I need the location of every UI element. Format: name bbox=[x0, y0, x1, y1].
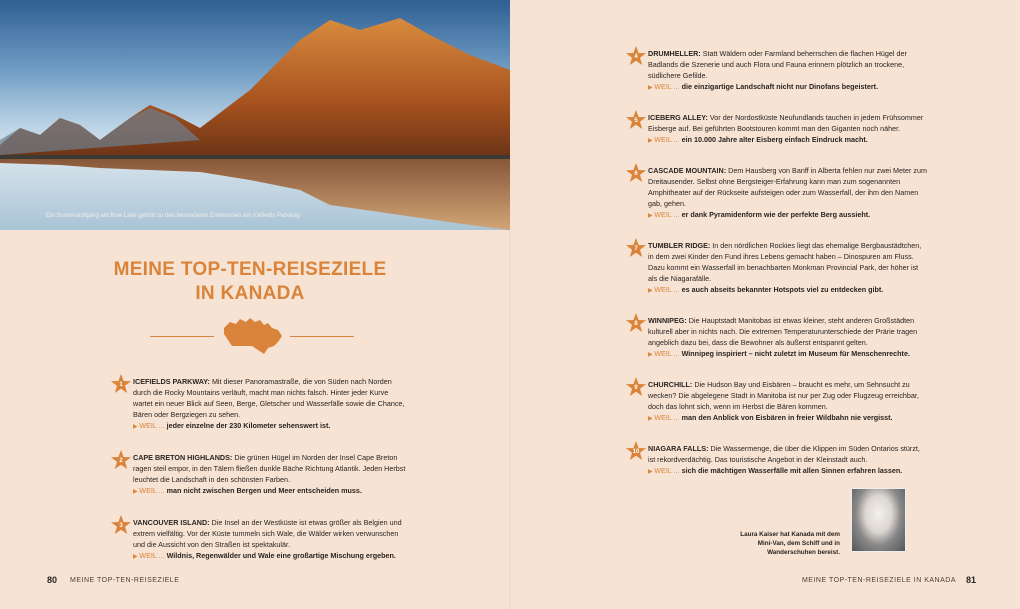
item-text: Die grünen Hügel im Norden der Insel Cape Breton ragen steil empor, in den Tälern fließen dunkle Bäche Richtung Atlantik. Jeden Herbst leuchtet die Landschaft in den schönsten Farben. bbox=[133, 453, 406, 484]
item-name: TUMBLER RIDGE: bbox=[648, 241, 711, 250]
divider-left bbox=[150, 336, 214, 337]
photo-caption: Ein Sonnenaufgang am Bow Lake gehört zu den besonderen Erlebnissen am Icefields Parkway. bbox=[46, 213, 302, 219]
weil-line bbox=[648, 412, 928, 425]
list-item bbox=[634, 379, 928, 425]
weil-line bbox=[133, 420, 408, 433]
list-item bbox=[119, 517, 408, 563]
weil-text: man nicht zwischen Bergen und Meer entscheiden muss. bbox=[166, 486, 362, 495]
item-name: ICEFIELDS PARKWAY: bbox=[133, 377, 210, 386]
arrow-icon: ▶ bbox=[648, 138, 655, 144]
arrow-icon: ▶ bbox=[648, 85, 655, 91]
item-text: Die Hauptstadt Manitobas ist etwas kleiner, steht anderen Großstädten kulturell aber in nichts nach. Die extremen Temperaturunterschiede der Prärie tragen angeblich dazu bei, dass die Bewohner als äußerst entspannt gelten. bbox=[648, 316, 918, 347]
weil-label: WEIL ... bbox=[654, 285, 680, 294]
arrow-icon: ▶ bbox=[648, 352, 655, 358]
item-text: Die Insel an der Westküste ist etwas größer als Belgien und extrem vielfältig. Vor der Küste tummeln sich Wale, die Wälder wirken verwunschen und die Aussicht von den Straßen ist spektakulär. bbox=[133, 518, 402, 549]
item-number: 7 bbox=[634, 246, 638, 252]
item-number: 9 bbox=[634, 385, 638, 391]
item-number: 8 bbox=[634, 321, 638, 327]
weil-text: Winnipeg inspiriert – nicht zuletzt im Museum für Menschenrechte. bbox=[681, 349, 910, 358]
item-name: CASCADE MOUNTAIN: bbox=[648, 166, 727, 175]
item-name: CAPE BRETON HIGHLANDS: bbox=[133, 453, 233, 462]
item-name: ICEBERG ALLEY: bbox=[648, 113, 708, 122]
weil-line bbox=[648, 81, 928, 94]
arrow-icon: ▶ bbox=[648, 288, 655, 294]
list-column-left bbox=[119, 376, 408, 582]
item-text: Dem Hausberg von Banff in Alberta fehlen nur zwei Meter zum Dreitausender. Selbst ohne Bergsteiger-Erfahrung kann man zum sogenannten Amphitheater auf der Rückseite aufsteigen oder zum Wasserfall, der ihm den Namen gab, gehen. bbox=[648, 166, 927, 208]
item-text: Statt Wäldern oder Farmland beherrschen die flachen Hügel der Badlands die Szenerie und auch Flora und Fauna erinnern plötzlich an trockene, südlichere Gefilde. bbox=[648, 49, 907, 80]
weil-label: WEIL ... bbox=[654, 135, 680, 144]
item-name: VANCOUVER ISLAND: bbox=[133, 518, 210, 527]
weil-label: WEIL ... bbox=[139, 551, 165, 560]
weil-label: WEIL ... bbox=[654, 413, 680, 422]
item-name: WINNIPEG: bbox=[648, 316, 687, 325]
weil-text: ein 10.000 Jahre alter Eisberg einfach Eindruck macht. bbox=[681, 135, 868, 144]
item-text: Mit dieser Panoramastraße, die von Süden nach Norden durch die Rocky Mountains verläuft, macht man nichts falsch. Hinter jeder Kurve wartet ein neuer Blick auf Seen, Berge, Gletscher und Wasserfälle sowie die Chance, Bären oder Bergziegen zu sehen. bbox=[133, 377, 405, 419]
weil-label: WEIL ... bbox=[139, 421, 165, 430]
weil-line bbox=[648, 209, 928, 222]
item-number: 4 bbox=[634, 54, 638, 60]
list-item bbox=[119, 376, 408, 433]
list-item bbox=[119, 452, 408, 498]
arrow-icon: ▶ bbox=[133, 424, 140, 430]
folio-right: MEINE TOP-TEN-REISEZIELE IN KANADA bbox=[801, 577, 956, 584]
weil-label: WEIL ... bbox=[654, 82, 680, 91]
list-item bbox=[634, 240, 928, 297]
title-line-2: IN KANADA bbox=[195, 283, 305, 304]
list-item bbox=[634, 48, 928, 94]
weil-label: WEIL ... bbox=[654, 349, 680, 358]
item-number: 1 bbox=[119, 382, 123, 388]
weil-line bbox=[648, 284, 928, 297]
weil-line bbox=[133, 485, 408, 498]
page-title bbox=[50, 258, 450, 306]
item-text: In den nördlichen Rockies liegt das ehemalige Bergbaustädtchen, in dem zwei Kinder den Fund ihres Lebens gemacht haben – Dinospuren am Fluss. Dazu kommt ein Wasserfall im benachbarten Monkman Provincial Park, der höher ist als die Niagarafälle. bbox=[648, 241, 922, 283]
weil-label: WEIL ... bbox=[654, 210, 680, 219]
page-number-left: 80 bbox=[47, 575, 58, 585]
bow-lake-photo bbox=[0, 0, 510, 230]
item-name: DRUMHELLER: bbox=[648, 49, 701, 58]
item-number: 5 bbox=[634, 118, 638, 124]
weil-text: er dank Pyramidenform wie der perfekte Berg aussieht. bbox=[681, 210, 871, 219]
list-item bbox=[634, 315, 928, 361]
title-line-1: MEINE TOP-TEN-REISEZIELE bbox=[113, 259, 387, 280]
arrow-icon: ▶ bbox=[133, 554, 140, 560]
canada-map-icon bbox=[222, 316, 284, 358]
weil-text: man den Anblick von Eisbären in freier Wildbahn nie vergisst. bbox=[681, 413, 893, 422]
page-number-right: 81 bbox=[966, 575, 977, 585]
weil-text: die einzigartige Landschaft nicht nur Dinofans begeistert. bbox=[681, 82, 879, 91]
weil-label: WEIL ... bbox=[139, 486, 165, 495]
arrow-icon: ▶ bbox=[133, 489, 140, 495]
weil-text: jeder einzelne der 230 Kilometer sehenswert ist. bbox=[166, 421, 331, 430]
item-name: CHURCHILL: bbox=[648, 380, 693, 389]
weil-line bbox=[648, 348, 928, 361]
author-bio: Laura Kaiser hat Kanada mit dem Mini-Van, dem Schiff und in Wanderschuhen bereist. bbox=[740, 531, 840, 556]
folio-left: MEINE TOP-TEN-REISEZIELE bbox=[70, 577, 180, 584]
weil-line bbox=[133, 550, 408, 563]
arrow-icon: ▶ bbox=[648, 213, 655, 219]
weil-label: WEIL ... bbox=[654, 466, 680, 475]
weil-text: es auch abseits bekannter Hotspots viel zu entdecken gibt. bbox=[681, 285, 884, 294]
item-number: 10 bbox=[632, 449, 640, 455]
item-text: Die Wassermenge, die über die Klippen im Süden Ontarios stürzt, ist rekordverdächtig. Das touristische Angebot in der Kleinstadt auch. bbox=[648, 444, 920, 464]
item-number: 2 bbox=[119, 458, 123, 464]
arrow-icon: ▶ bbox=[648, 416, 655, 422]
weil-line bbox=[648, 134, 928, 147]
weil-text: Wildnis, Regenwälder und Wale eine großartige Mischung ergeben. bbox=[166, 551, 396, 560]
list-column-right bbox=[632, 48, 928, 496]
arrow-icon: ▶ bbox=[648, 469, 655, 475]
item-text: Die Hudson Bay und Eisbären – braucht es mehr, um Sehnsucht zu wecken? Die abgelegene Stadt in Manitoba ist nur per Zug oder Flugzeug erreichbar, doch das lohnt sich, wenn im Herbst die Bären kommen. bbox=[648, 380, 919, 411]
weil-line bbox=[648, 465, 928, 478]
list-item bbox=[632, 443, 928, 478]
item-text: Vor der Nordostküste Neufundlands tauchen in jedem Frühsommer Eisberge auf. Bei geführten Bootstouren kommt man den Giganten noch näher. bbox=[648, 113, 924, 133]
list-item bbox=[634, 165, 928, 222]
author-portrait bbox=[851, 488, 906, 552]
item-number: 6 bbox=[634, 171, 638, 177]
list-item bbox=[634, 112, 928, 147]
item-number: 3 bbox=[119, 523, 123, 529]
item-name: NIAGARA FALLS: bbox=[648, 444, 709, 453]
weil-text: sich die mächtigen Wasserfälle mit allen Sinnen erfahren lassen. bbox=[681, 466, 903, 475]
divider-right bbox=[290, 336, 354, 337]
